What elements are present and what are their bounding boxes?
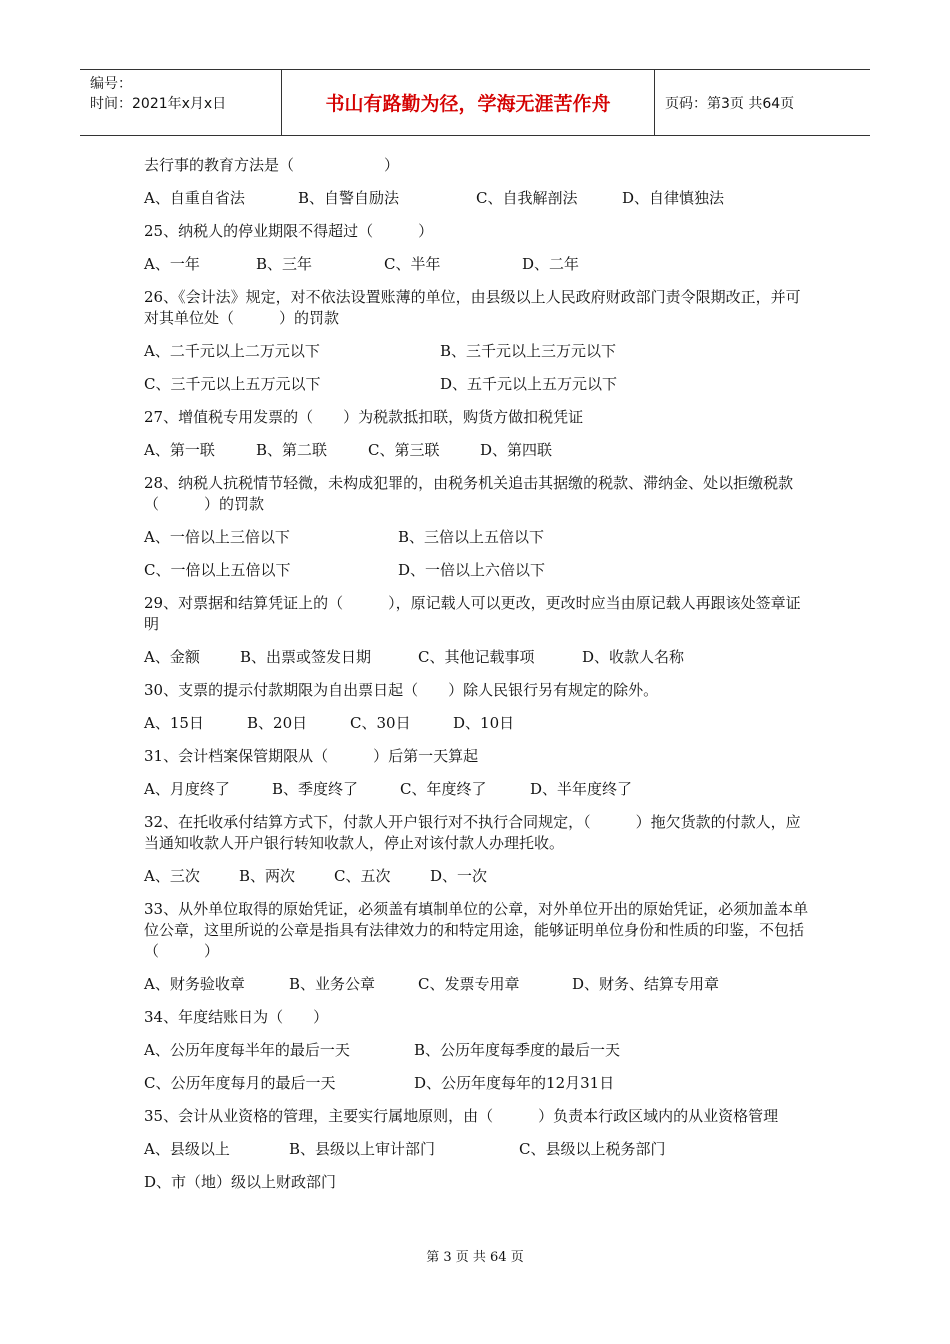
question-text: 28、纳税人抗税情节轻微，未构成犯罪的，由税务机关追击其据缴的税款、滞纳金、处以拒缴税款（ ）的罚款 xyxy=(144,474,794,513)
option-d: D、收款人名称 xyxy=(582,648,685,666)
option-b: B、公历年度每季度的最后一天 xyxy=(414,1041,621,1059)
header-slogan: 书山有路勤为径，学海无涯苦作舟 xyxy=(325,93,611,115)
option-b: B、两次 xyxy=(239,867,296,885)
option-c: C、五次 xyxy=(334,867,391,885)
option-a: A、二千元以上二万元以下 xyxy=(144,342,320,360)
question-text: 29、对票据和结算凭证上的（ ），原记载人可以更改，更改时应当由原记载人再跟该处签章证明 xyxy=(144,594,801,633)
option-b: B、20日 xyxy=(247,714,308,732)
option-a: A、一倍以上三倍以下 xyxy=(144,528,290,546)
question-options xyxy=(144,974,810,995)
option-b: B、县级以上审计部门 xyxy=(289,1140,436,1158)
option-d: D、五千元以上五万元以下 xyxy=(440,375,618,393)
option-a: A、15日 xyxy=(144,714,204,732)
header-right-cell xyxy=(655,70,870,135)
doc-number-label: 编号： xyxy=(90,76,132,92)
header-page-label: 页码：第3页 共64页 xyxy=(665,95,795,112)
question-options xyxy=(144,527,810,548)
question-text: 27、增值税专用发票的（ ）为税款抵扣联，购货方做扣税凭证 xyxy=(144,408,584,426)
option-b: B、自警自励法 xyxy=(298,189,400,207)
question-text: 35、会计从业资格的管理，主要实行属地原则，由（ ）负责本行政区域内的从业资格管理 xyxy=(144,1107,779,1125)
question-options xyxy=(144,866,810,887)
option-c: C、半年 xyxy=(384,255,441,273)
option-d: D、公历年度每年的12月31日 xyxy=(414,1074,615,1092)
question-text: 30、支票的提示付款期限为自出票日起（ ）除人民银行另有规定的除外。 xyxy=(144,681,659,699)
doc-time-label: 时间：2021年x月x日 xyxy=(90,96,227,112)
question-options xyxy=(144,560,810,581)
option-b: B、三年 xyxy=(256,255,313,273)
question-options xyxy=(144,1172,810,1193)
question-content xyxy=(144,155,810,1193)
question-options xyxy=(144,254,810,275)
option-a: A、自重自省法 xyxy=(144,189,245,207)
option-b: B、第二联 xyxy=(256,441,328,459)
option-d: D、一次 xyxy=(430,867,488,885)
option-b: B、三倍以上五倍以下 xyxy=(398,528,545,546)
option-c: C、三千元以上五万元以下 xyxy=(144,375,321,393)
option-a: A、公历年度每半年的最后一天 xyxy=(144,1041,350,1059)
intro-line: 去行事的教育方法是（ ） xyxy=(144,156,400,174)
intro-options xyxy=(144,188,810,209)
header-left-cell xyxy=(80,70,282,135)
option-a: A、财务验收章 xyxy=(144,975,245,993)
option-a: A、一年 xyxy=(144,255,200,273)
option-c: C、县级以上税务部门 xyxy=(519,1140,666,1158)
question-options xyxy=(144,1139,810,1160)
option-a: A、金额 xyxy=(144,648,200,666)
option-d: D、二年 xyxy=(522,255,580,273)
option-d: D、市（地）级以上财政部门 xyxy=(144,1173,337,1191)
question-options xyxy=(144,647,810,668)
option-c: C、一倍以上五倍以下 xyxy=(144,561,291,579)
page-footer: 第 3 页 共 64 页 xyxy=(426,1250,524,1265)
option-b: B、业务公章 xyxy=(289,975,376,993)
option-d: D、第四联 xyxy=(480,441,553,459)
option-b: B、三千元以上三万元以下 xyxy=(440,342,617,360)
option-b: B、出票或签发日期 xyxy=(240,648,372,666)
option-d: D、自律慎独法 xyxy=(622,189,725,207)
question-options xyxy=(144,1073,810,1094)
question-text: 25、纳税人的停业期限不得超过（ ） xyxy=(144,222,434,240)
question-text: 32、在托收承付结算方式下，付款人开户银行对不执行合同规定，（ ）拖欠货款的付款人，应当通知收款人开户银行转知收款人，停止对该付款人办理托收。 xyxy=(144,813,801,852)
option-b: B、季度终了 xyxy=(272,780,359,798)
question-text: 26、《会计法》规定，对不依法设置账薄的单位，由县级以上人民政府财政部门责令限期改正，并可对其单位处（ ）的罚款 xyxy=(144,288,801,327)
option-c: C、年度终了 xyxy=(400,780,487,798)
option-a: A、第一联 xyxy=(144,441,215,459)
option-d: D、一倍以上六倍以下 xyxy=(398,561,546,579)
question-options xyxy=(144,779,810,800)
option-d: D、财务、结算专用章 xyxy=(572,975,720,993)
option-a: A、县级以上 xyxy=(144,1140,230,1158)
option-d: D、10日 xyxy=(453,714,515,732)
header-center-cell xyxy=(282,70,655,135)
question-options xyxy=(144,440,810,461)
option-c: C、其他记载事项 xyxy=(418,648,535,666)
option-c: C、30日 xyxy=(350,714,411,732)
option-c: C、发票专用章 xyxy=(418,975,520,993)
option-d: D、半年度终了 xyxy=(530,780,633,798)
option-a: A、三次 xyxy=(144,867,200,885)
question-options xyxy=(144,374,810,395)
question-text: 33、从外单位取得的原始凭证，必须盖有填制单位的公章，对外单位开出的原始凭证，必须加盖本单位公章，这里所说的公章是指具有法律效力的和特定用途，能够证明单位身份和性质的印鉴，不包括（ ） xyxy=(144,900,809,960)
option-c: C、自我解剖法 xyxy=(476,189,578,207)
option-a: A、月度终了 xyxy=(144,780,230,798)
question-options xyxy=(144,1040,810,1061)
question-options xyxy=(144,713,810,734)
header-table xyxy=(80,69,870,136)
option-c: C、第三联 xyxy=(368,441,440,459)
option-c: C、公历年度每月的最后一天 xyxy=(144,1074,336,1092)
question-options xyxy=(144,341,810,362)
question-text: 31、会计档案保管期限从（ ）后第一天算起 xyxy=(144,747,479,765)
question-text: 34、年度结账日为（ ） xyxy=(144,1008,329,1026)
